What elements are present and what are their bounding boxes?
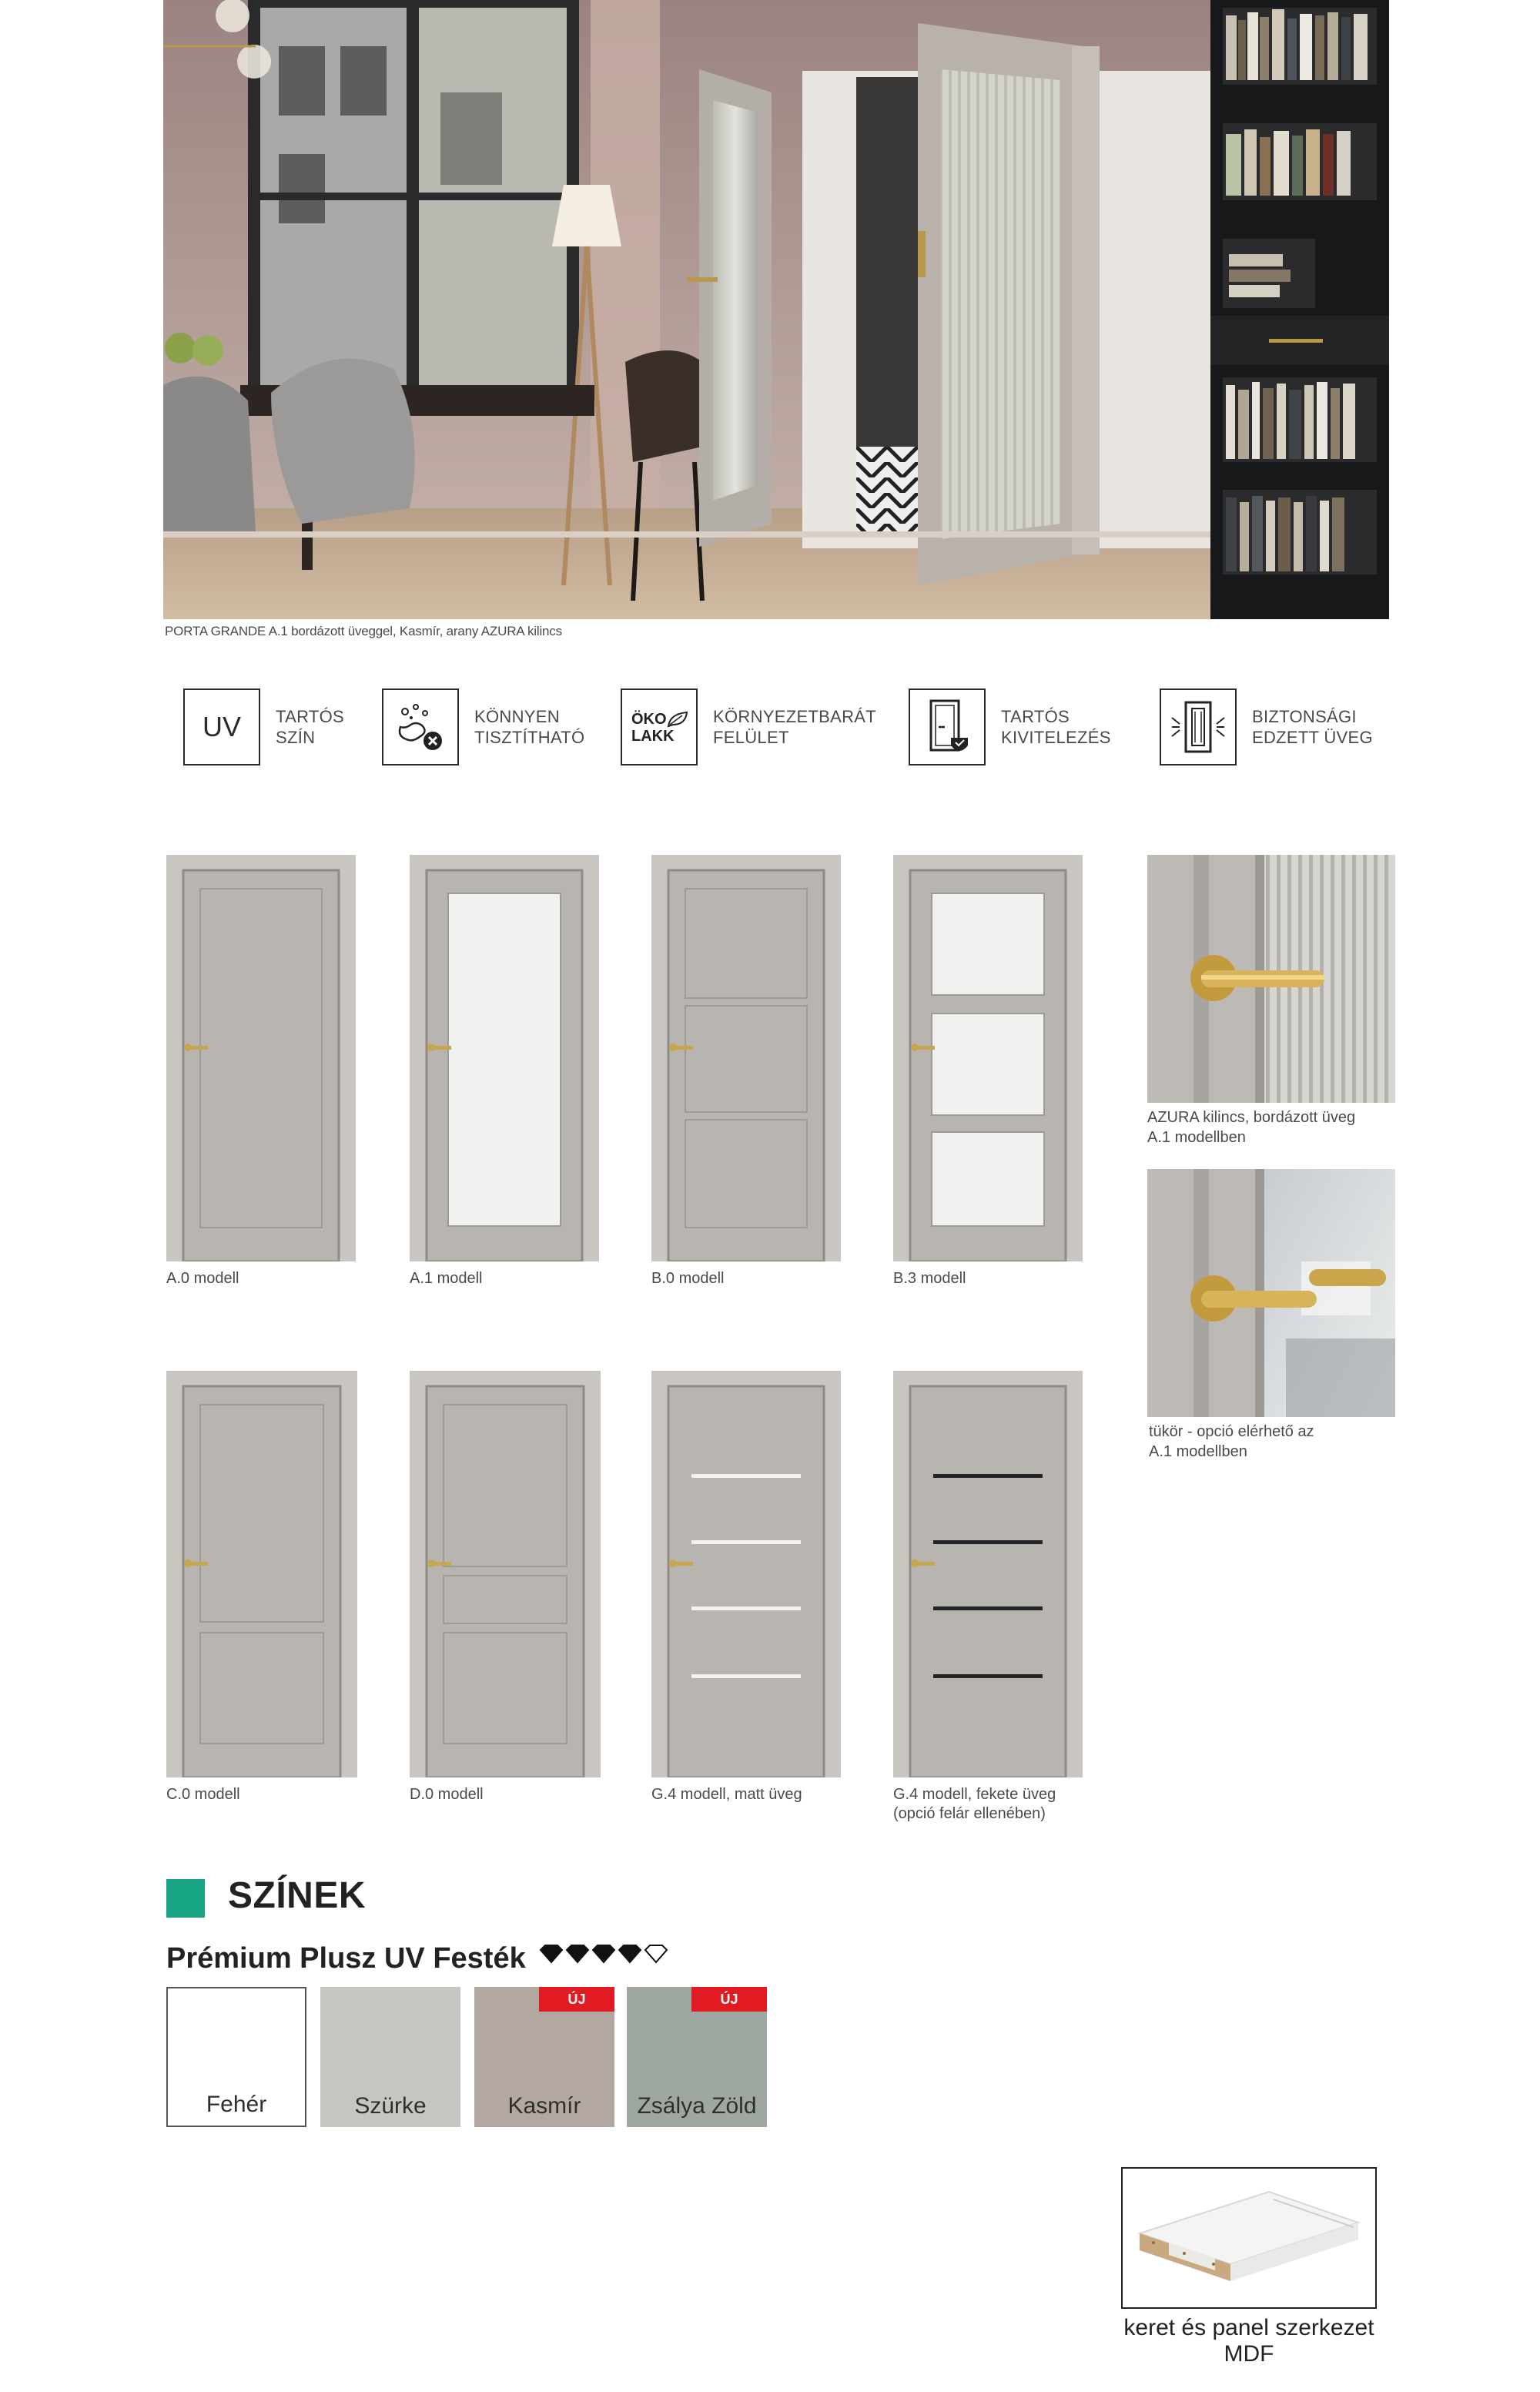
feature-easy-clean-line1: KÖNNYEN (474, 707, 560, 726)
feature-eco-line2: FELÜLET (713, 728, 789, 747)
paint-title: Prémium Plusz UV Festék (166, 1942, 526, 1975)
swatch-szurke-label: Szürke (354, 2093, 427, 2119)
feature-uv-line2: SZÍN (276, 728, 316, 747)
leaf-icon (667, 711, 688, 728)
door-b0-label: B.0 modell (651, 1270, 725, 1287)
feature-durable (909, 688, 1111, 766)
durable-door-icon (909, 688, 986, 766)
door-a0-card[interactable] (166, 855, 356, 1288)
feature-safety-glass-line2: EDZETT ÜVEG (1252, 728, 1373, 747)
detail-photo-handle-ribbed (1147, 855, 1395, 1103)
door-b0-image (651, 855, 841, 1261)
door-g4-black-image (893, 1371, 1083, 1777)
door-g4-matt-image (651, 1371, 841, 1777)
door-g4-black-label-line2: (opció felár ellenében) (893, 1805, 1046, 1822)
diamond-empty-icon (644, 1944, 668, 1964)
easy-clean-icon (382, 688, 459, 766)
safety-glass-icon (1160, 688, 1237, 766)
feature-durable-line2: KIVITELEZÉS (1001, 728, 1111, 747)
door-g4-matt-card[interactable] (651, 1371, 841, 1804)
swatch-szurke[interactable] (320, 1987, 460, 2127)
feature-durable-line1: TARTÓS (1001, 707, 1070, 726)
diamond-filled-icon (565, 1944, 590, 1964)
detail-caption-2-line1: tükör - opció elérhető az (1149, 1423, 1314, 1440)
rating-diamonds (539, 1944, 668, 1964)
door-d0-image (410, 1371, 601, 1777)
feature-easy-clean (382, 688, 584, 766)
door-c0-card[interactable] (166, 1371, 357, 1804)
uv-icon: UV (183, 688, 260, 766)
detail-caption-2-line2: A.1 modellben (1149, 1443, 1247, 1460)
eco-lakk-icon: ÖKO LAKK (621, 688, 698, 766)
structure-caption (1093, 2315, 1404, 2367)
door-b3-label: B.3 modell (893, 1270, 966, 1287)
feature-safety-glass (1160, 688, 1373, 766)
detail-caption-1 (1147, 1107, 1355, 1147)
feature-uv-line1: TARTÓS (276, 707, 344, 726)
door-d0-label: D.0 modell (410, 1786, 484, 1803)
door-g4-black-label (893, 1785, 1083, 1824)
swatch-feher-label: Fehér (206, 2092, 267, 2117)
section-title: SZÍNEK (228, 1875, 367, 1916)
swatch-feher[interactable] (166, 1987, 306, 2127)
swatch-zsalya-zold-label: Zsálya Zöld (637, 2093, 757, 2119)
hero-caption: PORTA GRANDE A.1 bordázott üveggel, Kasmír, arany AZURA kilincs (165, 624, 562, 638)
new-badge: ÚJ (539, 1987, 614, 2012)
door-g4-black-label-line1: G.4 modell, fekete üveg (893, 1786, 1056, 1803)
door-c0-label: C.0 modell (166, 1786, 240, 1803)
feature-eco (621, 688, 876, 766)
door-g4-matt-label: G.4 modell, matt üveg (651, 1786, 802, 1803)
hero-room-image (163, 0, 1389, 619)
door-b3-image (893, 855, 1083, 1261)
section-marker (166, 1879, 205, 1918)
new-badge: ÚJ (691, 1987, 767, 2012)
door-a1-image (410, 855, 599, 1261)
door-a0-label: A.0 modell (166, 1270, 239, 1287)
diamond-filled-icon (591, 1944, 616, 1964)
structure-caption-line2: MDF (1224, 2341, 1274, 2367)
structure-caption-line1: keret és panel szerkezet (1123, 2315, 1374, 2340)
door-a1-label: A.1 modell (410, 1270, 483, 1287)
detail-caption-1-line1: AZURA kilincs, bordázott üveg (1147, 1109, 1356, 1126)
door-a1-card[interactable] (410, 855, 599, 1288)
detail-caption-2 (1149, 1422, 1314, 1462)
diamond-filled-icon (539, 1944, 564, 1964)
swatch-kasmir[interactable] (474, 1987, 614, 2127)
swatch-kasmir-label: Kasmír (507, 2093, 581, 2119)
detail-photo-mirror (1147, 1169, 1395, 1417)
feature-safety-glass-line1: BIZTONSÁGI (1252, 707, 1357, 726)
feature-easy-clean-line2: TISZTÍTHATÓ (474, 728, 585, 747)
door-g4-black-card[interactable] (893, 1371, 1083, 1824)
feature-uv (183, 688, 344, 766)
door-b0-card[interactable] (651, 855, 841, 1288)
feature-eco-line1: KÖRNYEZETBARÁT (713, 707, 877, 726)
door-a0-image (166, 855, 356, 1261)
diamond-filled-icon (618, 1944, 642, 1964)
door-b3-card[interactable] (893, 855, 1083, 1288)
detail-caption-1-line2: A.1 modellben (1147, 1129, 1246, 1146)
door-d0-card[interactable] (410, 1371, 601, 1804)
structure-illustration (1121, 2167, 1377, 2309)
swatch-zsalya-zold[interactable] (627, 1987, 767, 2127)
door-c0-image (166, 1371, 357, 1777)
